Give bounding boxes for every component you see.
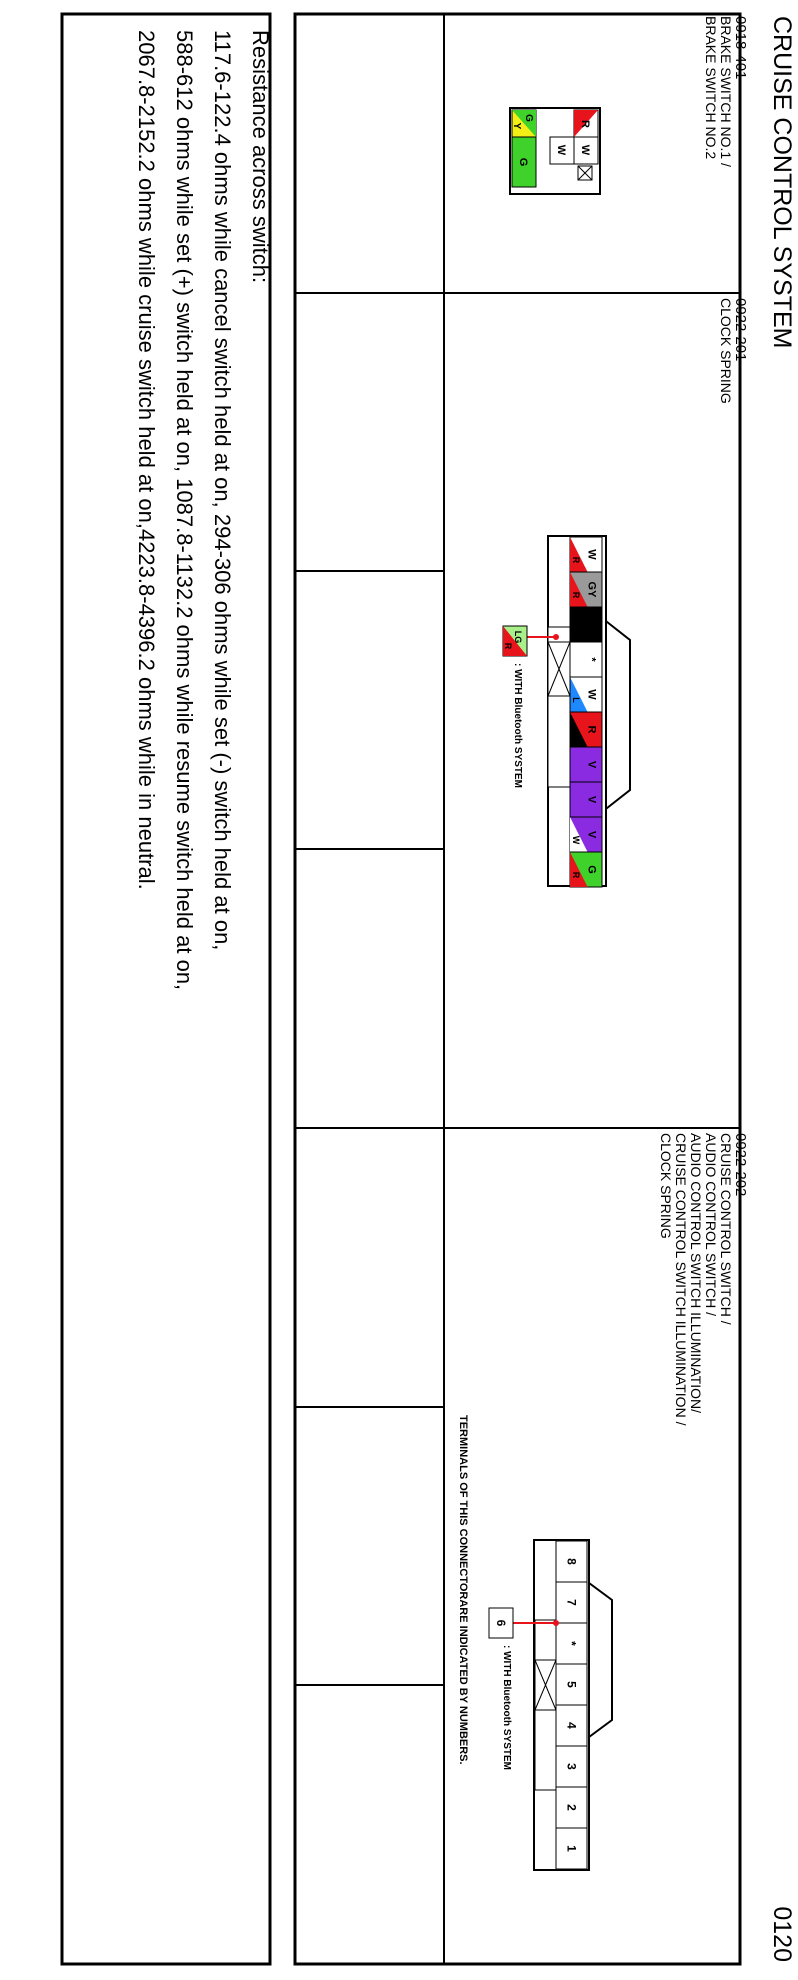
clock-spring-pin-7-label: V	[585, 760, 598, 769]
clock-spring-label	[718, 298, 749, 404]
cruise-switch-terminal-note: TERMINALS OF THIS CONNECTORARE INDICATED BY NUMBERS.	[457, 1415, 469, 1765]
brake-switch-pin-3-label: W	[555, 144, 567, 156]
brake-switch-pin-1-label: R	[579, 120, 591, 128]
cruise-switch-pin-4-label: 5	[564, 1681, 579, 1688]
clock-spring-bluetooth-dot	[553, 634, 559, 640]
cruise-switch-pin-5-label: 4	[564, 1722, 579, 1729]
clock-spring-pin-9-label: V	[585, 830, 598, 839]
cruise-switch-name-line5: CLOCK SPRING	[658, 1133, 674, 1239]
connector-table	[295, 14, 740, 1964]
notes-text	[134, 30, 273, 990]
connector-cell-clock-spring	[503, 298, 749, 887]
connector-cell-brake-switch	[510, 16, 749, 194]
clock-spring-name: CLOCK SPRING	[718, 298, 734, 404]
clock-spring-code: 0922-201	[732, 298, 749, 362]
clock-spring-pin-1-label: W	[585, 549, 598, 560]
cruise-switch-code: 0922-202	[732, 1133, 749, 1197]
cruise-switch-name-line2: AUDIO CONTROL SWITCH /	[703, 1133, 719, 1317]
clock-spring-pin-2-sub: R	[571, 591, 582, 599]
cruise-switch-name-line1: CRUISE CONTROL SWITCH /	[718, 1133, 734, 1325]
notes-border	[62, 14, 270, 1964]
clock-spring-pin-5-sub: L	[571, 697, 582, 703]
cruise-switch-pin-2-label: 7	[564, 1599, 579, 1606]
resistance-notes	[62, 14, 273, 1964]
brake-switch-code: 0918-401	[732, 16, 749, 80]
notes-line-2: 588-612 ohms while set (+) switch held at on, 1087.8-1132.2 ohms while resume switch held at on,	[172, 30, 197, 991]
page-header	[768, 16, 796, 1962]
cruise-switch-bluetooth-pin-label: 6	[494, 1619, 508, 1627]
brake-switch-pin-2-label: W	[579, 144, 591, 156]
page-title: CRUISE CONTROL SYSTEM	[768, 16, 796, 349]
brake-switch-label	[703, 16, 749, 167]
clock-spring-pin-2-label: GY	[585, 581, 598, 598]
clock-spring-pin-4-label: *	[585, 657, 598, 662]
brake-switch-name-line2: BRAKE SWITCH NO.2	[703, 16, 719, 160]
cruise-switch-bluetooth-note: : WITH Bluetooth SYSTEM	[501, 1645, 512, 1770]
cruise-switch-pin-8-label: 1	[564, 1845, 579, 1852]
clock-spring-pin-8-label: V	[585, 795, 598, 804]
clock-spring-connector	[503, 536, 630, 887]
notes-line-1: 117.6-122.4 ohms while cancel switch held at on, 294-306 ohms while set (-) switch held at on,	[210, 30, 235, 951]
brake-switch-pin-4-label-y: Y	[511, 122, 522, 130]
cruise-switch-name-line3: AUDIO CONTROL SWITCH ILLUMINATION/	[688, 1133, 704, 1414]
brake-switch-pin-5-label: G	[517, 157, 529, 167]
cruise-switch-bluetooth-dot	[553, 1620, 559, 1626]
cruise-switch-pin-1-label: 8	[564, 1558, 579, 1565]
cruise-switch-pin-3-label: *	[564, 1641, 579, 1646]
clock-spring-pin-10-label: G	[585, 865, 598, 874]
brake-switch-pin-4-label-g: G	[523, 114, 534, 122]
cruise-switch-name-line4: CRUISE CONTROL SWITCH ILLUMINATION /	[673, 1133, 689, 1426]
table-border	[295, 14, 740, 1964]
notes-line-3: 2067.8-2152.2 ohms while cruise switch held at on,4223.8-4396.2 ohms while in neutral.	[134, 30, 159, 890]
brake-switch-connector	[510, 108, 600, 194]
clock-spring-pin-3-label: B	[585, 620, 598, 629]
clock-spring-pin-6-sub: B	[571, 731, 582, 739]
cruise-switch-connector	[489, 1540, 612, 1870]
clock-spring-bluetooth-pin-sub: R	[503, 642, 513, 650]
notes-heading: Resistance across switch:	[248, 30, 273, 284]
page-number: 0120	[768, 1906, 796, 1962]
brake-switch-name-line1: BRAKE SWITCH NO.1 /	[718, 16, 734, 167]
cruise-switch-pin-7-label: 2	[564, 1804, 579, 1811]
clock-spring-bluetooth-note: : WITH Bluetooth SYSTEM	[512, 663, 523, 788]
clock-spring-pin-9-sub: W	[571, 835, 582, 845]
cruise-switch-label	[658, 1133, 749, 1426]
clock-spring-bluetooth-pin-label: LG	[513, 630, 523, 644]
clock-spring-pin-5-label: W	[585, 689, 598, 700]
clock-spring-pin-10-sub: R	[571, 871, 582, 879]
clock-spring-pin-6-label: R	[585, 725, 598, 734]
connector-cell-cruise-switch	[457, 1133, 749, 1870]
clock-spring-pin-1-sub: R	[571, 556, 582, 564]
cruise-switch-pin-6-label: 3	[564, 1763, 579, 1770]
